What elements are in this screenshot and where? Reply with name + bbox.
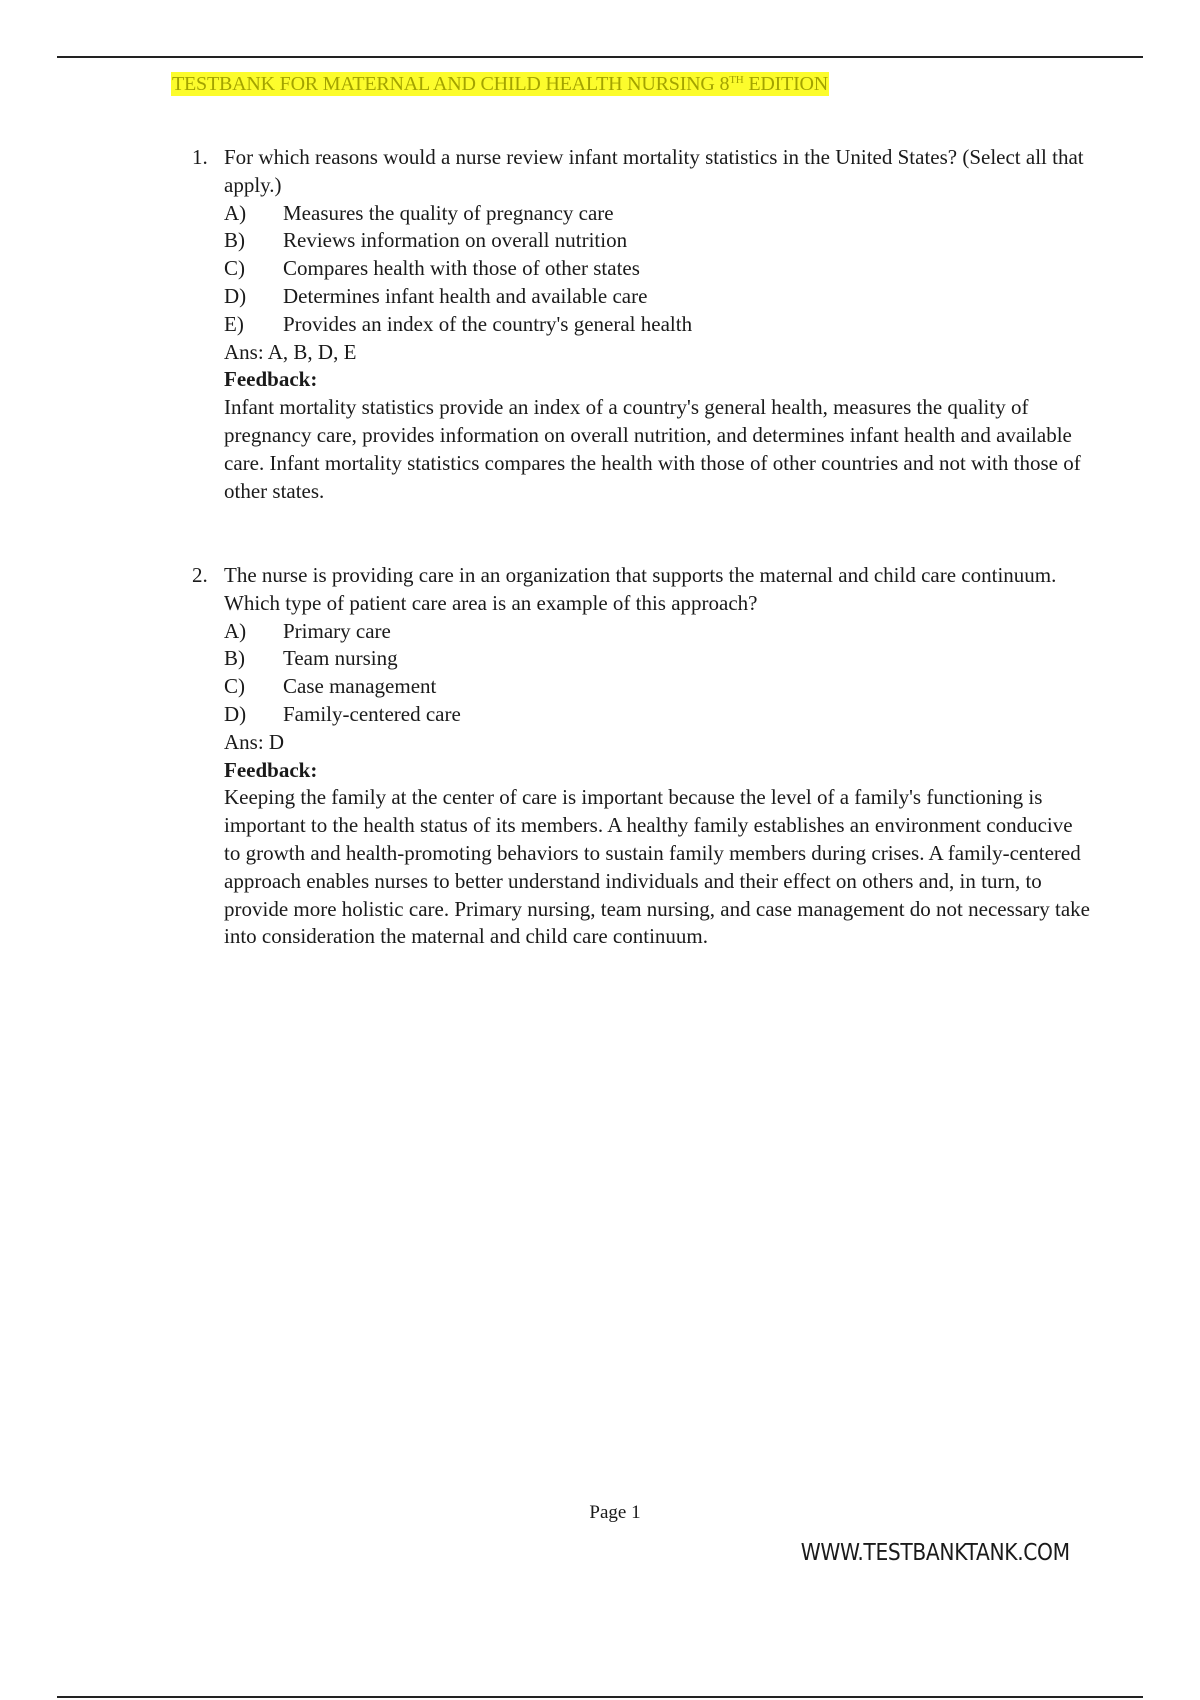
header-title-superscript: TH <box>729 74 744 86</box>
choice-c <box>224 255 1092 283</box>
choice-letter: C) <box>224 674 245 699</box>
page-number: Page 1 <box>589 1502 641 1523</box>
choice-text: Reviews information on overall nutrition <box>283 228 628 253</box>
choice-letter: C) <box>224 256 245 281</box>
choice-letter: D) <box>224 283 247 308</box>
choice-d <box>224 701 1092 729</box>
choice-text: Family-centered care <box>283 701 461 726</box>
choice-e <box>224 311 1092 339</box>
feedback-label: Feedback: <box>224 757 318 782</box>
choice-letter: A) <box>224 200 247 225</box>
choice-letter: B) <box>224 228 245 253</box>
choice-text: Provides an index of the country's general health <box>283 311 693 336</box>
choice-text: Measures the quality of pregnancy care <box>283 200 614 225</box>
feedback-text: Infant mortality statistics provide an index of a country's general health, measures the quality of pregnancy care, provides information on overall nutrition, and determines infant health and available care. Infant mortality statistics compares the health with those of other countries and not with those of other states. <box>224 395 1081 503</box>
website-logo: WWW.TESTBANKTANK.COM <box>800 1540 1070 1566</box>
question-number: 1. <box>192 145 208 169</box>
question-number: 2. <box>192 563 208 587</box>
bottom-rule <box>57 1696 1143 1698</box>
answer-line: Ans: A, B, D, E <box>224 339 357 364</box>
question-text: The nurse is providing care in an organization that supports the maternal and child care continuum. Which type of patient care area is an example of this approach? <box>224 563 1057 615</box>
choice-b <box>224 227 1092 255</box>
choice-letter: E) <box>224 311 244 336</box>
answer-line: Ans: D <box>224 729 285 754</box>
choice-text: Case management <box>283 674 437 699</box>
choice-text: Compares health with those of other states <box>283 256 640 281</box>
choice-b <box>224 645 1092 673</box>
question-stem <box>192 562 1092 618</box>
choice-letter: B) <box>224 646 245 671</box>
question-body <box>224 200 1092 506</box>
top-rule <box>57 56 1143 58</box>
feedback-text: Keeping the family at the center of care is important because the level of a family's functioning is important to the health status of its members. A healthy family establishes an environment conducive to growth and health-promoting behaviors to sustain family members during crises. A family-centered approach enables nurses to better understand individuals and their effect on others and, in turn, to provide more holistic care. Primary nursing, team nursing, and case management do not necessary take into consideration the maternal and child care continuum. <box>224 785 1090 949</box>
document-header <box>171 72 829 96</box>
choice-text: Primary care <box>283 618 391 643</box>
choice-text: Determines infant health and available care <box>283 283 648 308</box>
question-2 <box>192 562 1092 951</box>
choice-a <box>224 200 1092 228</box>
feedback-label: Feedback: <box>224 367 318 392</box>
header-title-suffix: EDITION <box>743 73 829 95</box>
choice-letter: D) <box>224 701 247 726</box>
choice-a <box>224 618 1092 646</box>
choice-d <box>224 283 1092 311</box>
header-title-prefix: TESTBANK FOR MATERNAL AND CHILD HEALTH NURSING 8 <box>172 73 730 95</box>
question-text: For which reasons would a nurse review infant mortality statistics in the United States? (Select all that apply.) <box>224 145 1084 197</box>
question-stem <box>192 144 1092 200</box>
choice-letter: A) <box>224 618 247 643</box>
choice-text: Team nursing <box>283 646 398 671</box>
choice-c <box>224 673 1092 701</box>
question-body <box>224 618 1092 952</box>
question-1 <box>192 144 1092 505</box>
